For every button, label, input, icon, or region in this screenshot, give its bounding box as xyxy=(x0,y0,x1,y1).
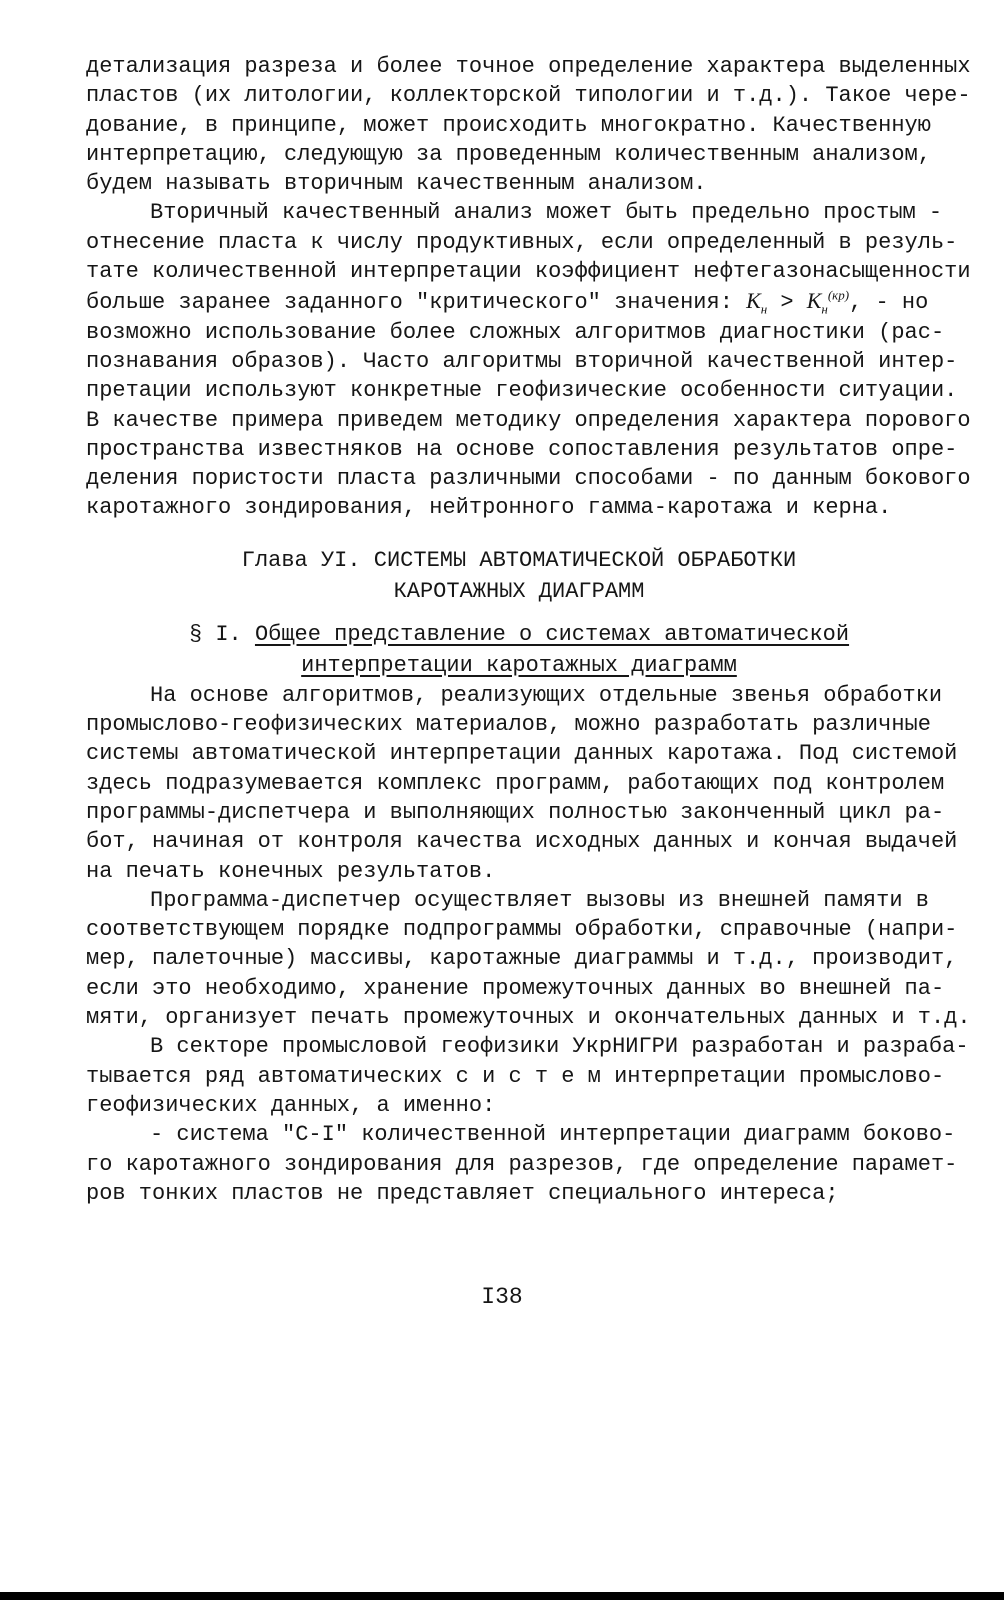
section-title-line: Общее представление о системах автоматической xyxy=(254,621,850,647)
text-line: дование, в принципе, может происходить многократно. Качественную xyxy=(86,112,931,138)
text-line: познавания образов). Часто алгоритмы вторичной качественной интер- xyxy=(86,348,958,374)
paragraph-3 xyxy=(86,681,958,886)
text-fragment: больше заранее заданного "критического" значения: xyxy=(86,290,747,316)
chapter-title-line: КАРОТАЖНЫХ ДИАГРАММ xyxy=(393,578,645,604)
chapter-title xyxy=(86,545,952,607)
scan-edge xyxy=(0,1592,1004,1600)
text-line: тате количественной интерпретации коэффициент нефтегазонасыщенности xyxy=(86,259,971,285)
text-line: ров тонких пластов не представляет специального интереса; xyxy=(86,1180,839,1206)
text-line: - система "С-I" количественной интерпретации диаграмм боково- xyxy=(150,1122,956,1148)
critical-coefficient-k xyxy=(806,288,850,317)
text-line: возможно использование более сложных алгоритмов диагностики (рас- xyxy=(86,319,945,345)
text-line: если это необходимо, хранение промежуточных данных во внешней па- xyxy=(86,975,945,1001)
list-item xyxy=(86,1120,958,1208)
paragraph-2 xyxy=(86,198,971,522)
section-title-line: интерпретации каротажных диаграмм xyxy=(301,652,737,678)
text-line: здесь подразумевается комплекс программ, работающих под контролем xyxy=(86,770,945,796)
text-line: системы автоматической интерпретации данных каротажа. Под системой xyxy=(86,741,958,767)
text-line: мяти, организует печать промежуточных и окончательных данных и т.д. xyxy=(86,1005,971,1031)
text-line: На основе алгоритмов, реализующих отдельные звенья обработки xyxy=(150,682,943,708)
text-line: программы-диспетчера и выполняющих полностью законченный цикл ра- xyxy=(86,799,945,825)
text-line: претации используют конкретные геофизические особенности ситуации. xyxy=(86,378,958,404)
k-symbol: К xyxy=(746,288,761,314)
text-fragment: , - но xyxy=(849,290,929,316)
text-line: В качестве примера приведем методику определения характера порового xyxy=(86,407,971,433)
text-line: пластов (их литологии, коллекторской типологии и т.д.). Такое чере- xyxy=(86,83,971,109)
text-line: отнесение пласта к числу продуктивных, если определенный в резуль- xyxy=(86,229,958,255)
page-number: I38 xyxy=(481,1284,523,1310)
text-line: Вторичный качественный анализ может быть предельно простым - xyxy=(150,200,943,226)
coefficient-k xyxy=(746,288,768,317)
k-superscript: (кр) xyxy=(827,288,850,304)
paragraph-5 xyxy=(86,1032,969,1120)
formula-line xyxy=(86,286,952,317)
k-subscript: н xyxy=(821,301,828,317)
greater-than-sign: > xyxy=(767,290,807,316)
text-line: каротажного зондирования, нейтронного гамма-каротажа и керна. xyxy=(86,495,892,521)
text-line: пространства известняков на основе сопоставления результатов опре- xyxy=(86,436,958,462)
text-line: на печать конечных результатов. xyxy=(86,858,496,884)
paragraph-1 xyxy=(86,52,971,198)
section-mark: § I. xyxy=(188,621,255,647)
chapter-title-line: Глава УІ. СИСТЕМЫ АВТОМАТИЧЕСКОЙ ОБРАБОТКИ xyxy=(241,547,797,573)
text-line: деления пористости пласта различными способами - по данным бокового xyxy=(86,466,971,492)
text-line: В секторе промысловой геофизики УкрНИГРИ разработан и разраба- xyxy=(150,1034,969,1060)
text-line: геофизических данных, а именно: xyxy=(86,1092,496,1118)
text-line: бот, начиная от контроля качества исходных данных и кончая выдачей xyxy=(86,829,958,855)
section-title xyxy=(86,619,952,681)
text-line: мер, палеточные) массивы, каротажные диаграммы и т.д., производит, xyxy=(86,946,958,972)
text-line: промыслово-геофизических материалов, можно разработать различные xyxy=(86,712,931,738)
text-line: го каротажного зондирования для разрезов, где определение парамет- xyxy=(86,1151,958,1177)
paragraph-4 xyxy=(86,886,971,1032)
k-symbol: К xyxy=(806,288,822,314)
text-line: тывается ряд автоматических с и с т е м интерпретации промыслово- xyxy=(86,1063,945,1089)
text-line: Программа-диспетчер осуществляет вызовы из внешней памяти в xyxy=(150,887,929,913)
text-line: интерпретацию, следующую за проведенным количественным анализом, xyxy=(86,141,931,167)
body-text xyxy=(86,52,971,1208)
text-line: будем называть вторичным качественным анализом. xyxy=(86,171,707,197)
text-line: соответствующем порядке подпрограммы обработки, справочные (напри- xyxy=(86,917,958,943)
text-line: детализация разреза и более точное определение характера выделенных xyxy=(86,54,971,79)
k-subscript: н xyxy=(760,301,768,317)
